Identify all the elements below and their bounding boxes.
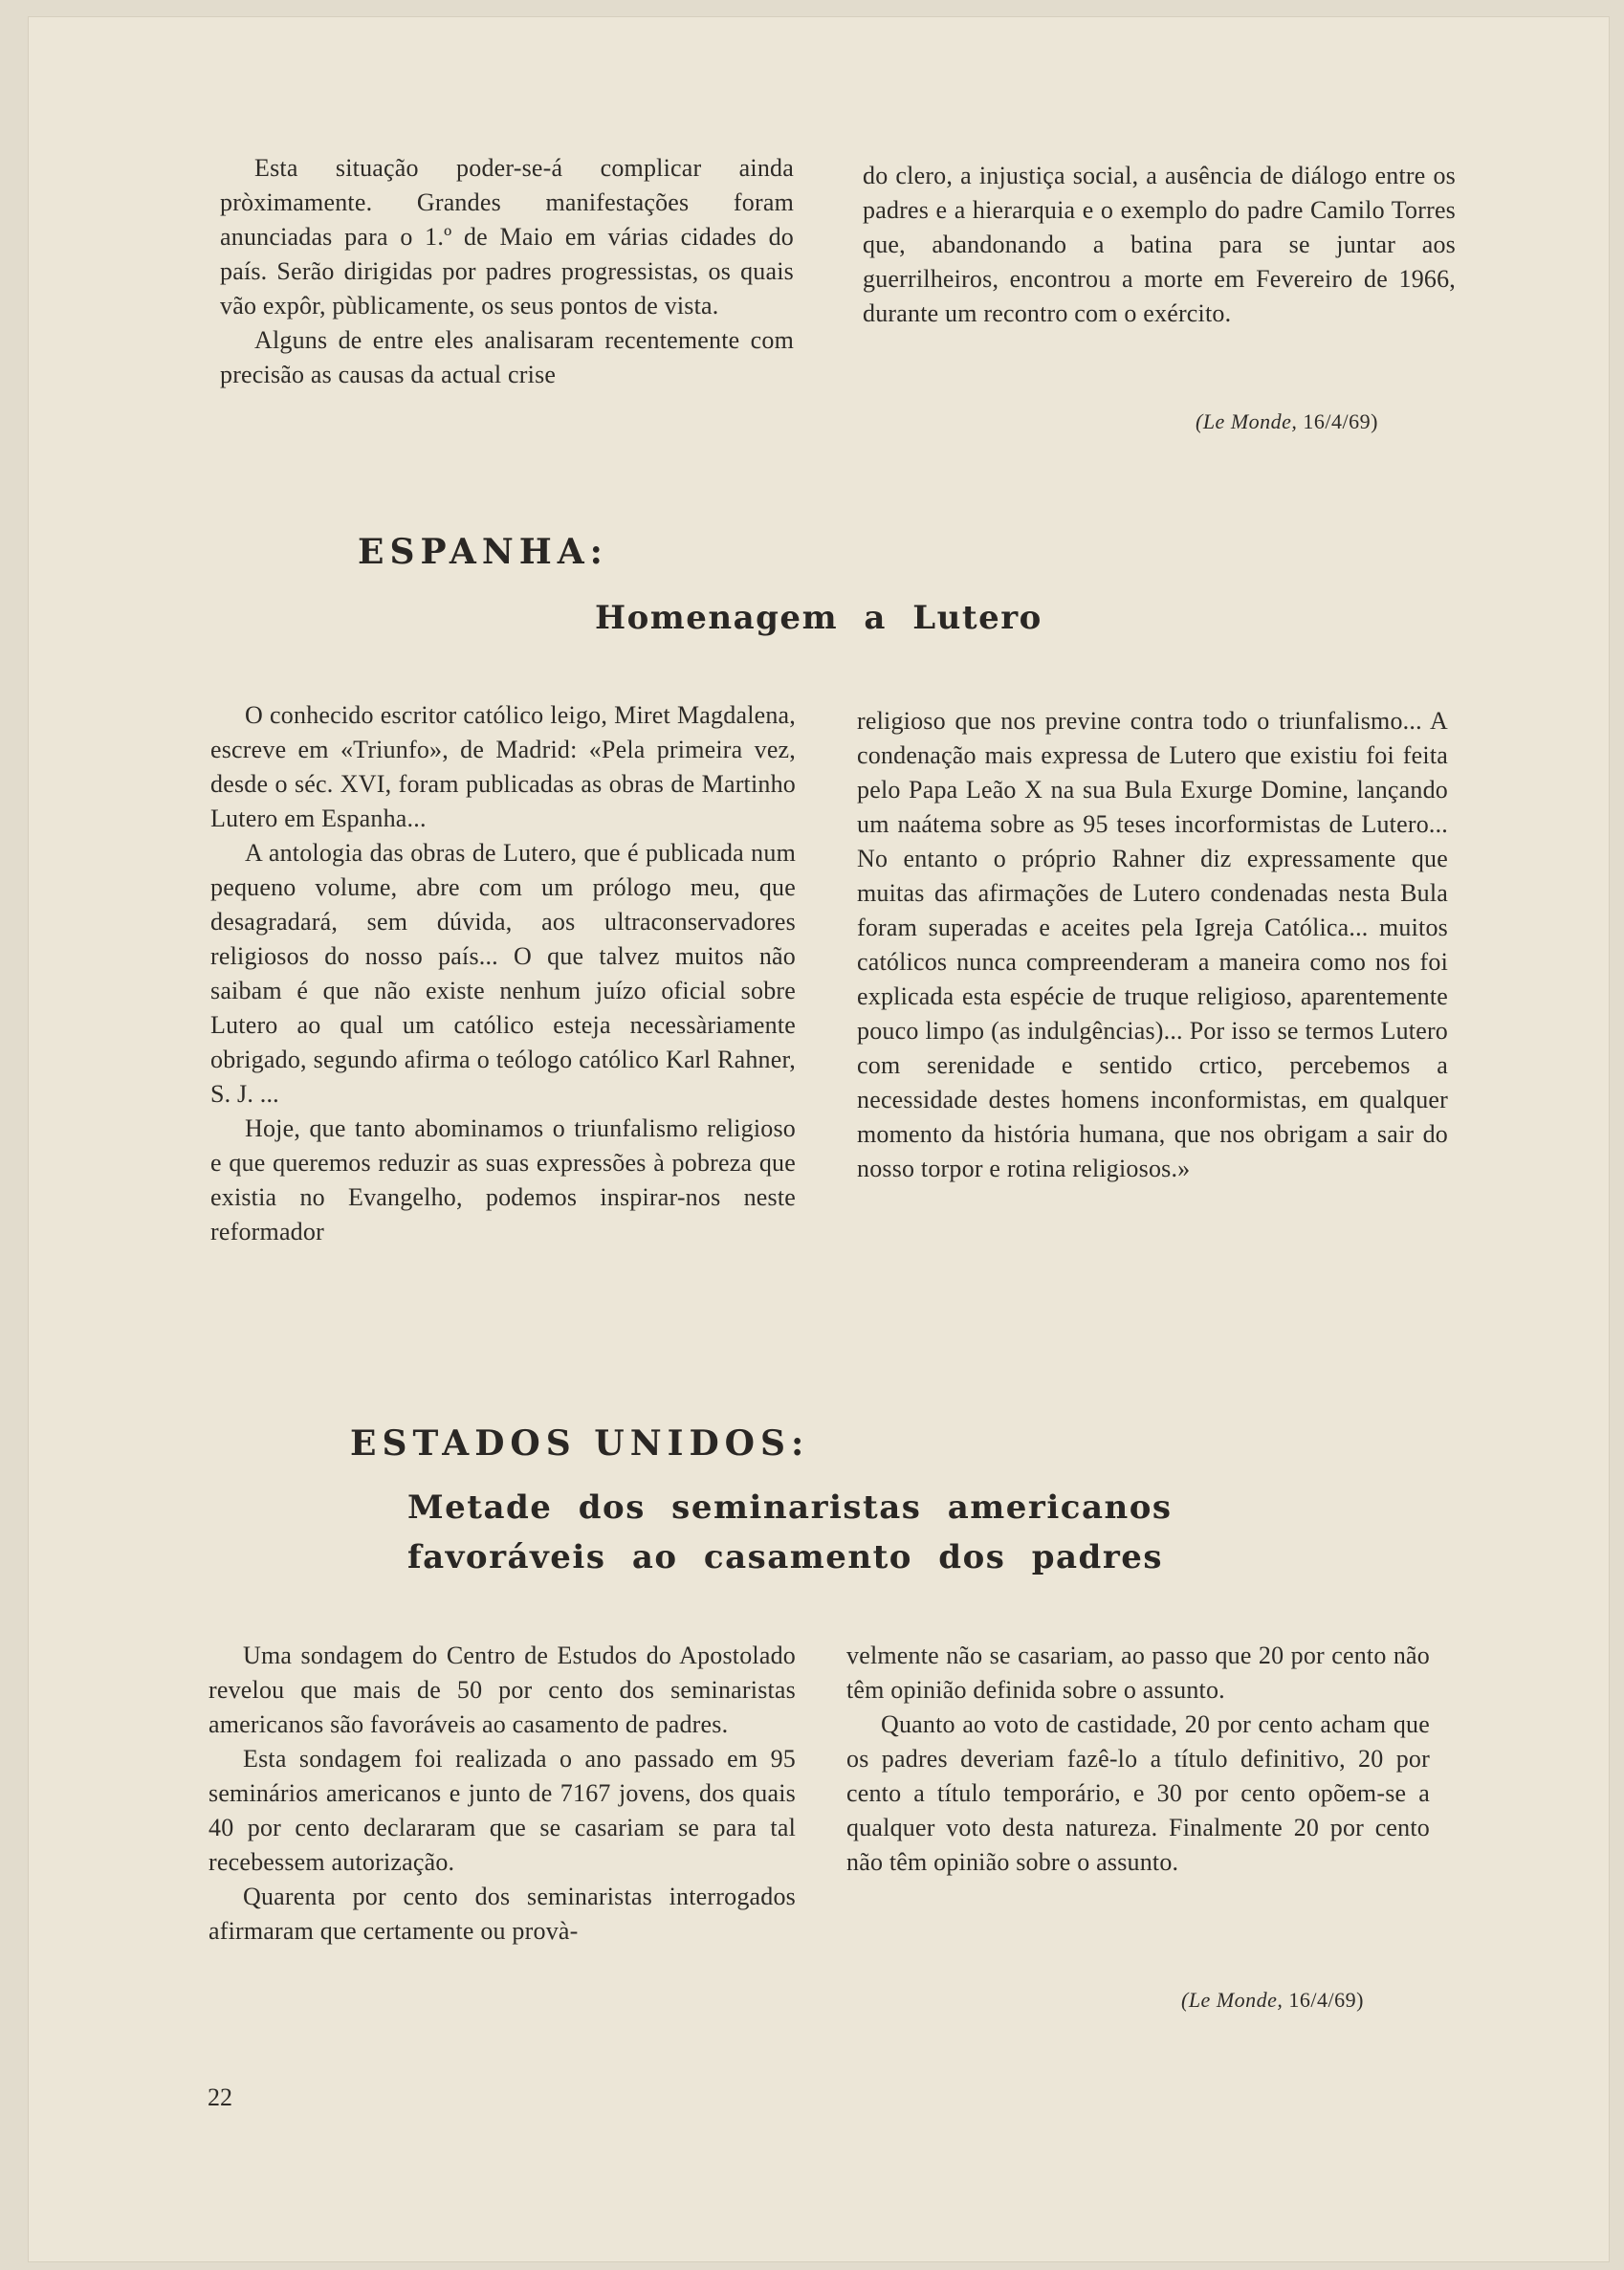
intro-right-column: [863, 159, 1456, 331]
page-number: 22: [208, 2083, 232, 2111]
section-country-espanha: ESPANHA:: [358, 532, 608, 572]
paragraph: velmente não se casariam, ao passo que 20 por cento não têm opinião definida sobre o assunto.: [846, 1642, 1430, 1704]
citation-source: (Le Monde,: [1196, 409, 1298, 433]
paragraph: Uma sondagem do Centro de Estudos do Apostolado revelou que mais de 50 por cento dos seminaristas americanos são favoráveis ao casamento de padres.: [208, 1642, 796, 1738]
estados-unidos-citation: [1181, 1988, 1364, 2013]
paragraph: Alguns de entre eles analisaram recentemente com precisão as causas da actual crise: [220, 326, 794, 388]
espanha-right-column: [857, 704, 1448, 1186]
espanha-left-column: [210, 698, 796, 1249]
section-headline-estados-unidos-line2: favoráveis ao casamento dos padres: [407, 1538, 1164, 1576]
document-page: [29, 17, 1609, 2261]
section-country-estados-unidos: ESTADOS UNIDOS:: [350, 1423, 810, 1464]
section-headline-espanha: Homenagem a Lutero: [595, 599, 1042, 637]
paragraph: Esta situação poder-se-á complicar ainda pròximamente. Grandes manifestações foram anunciadas para o 1.º de Maio em várias cidades do país. Serão dirigidas por padres progressistas, os quais vão expôr, pùblicamente, os seus pontos de vista.: [220, 154, 794, 320]
paragraph: religioso que nos previne contra todo o triunfalismo... A condenação mais expressa de Lutero que existiu foi feita pelo Papa Leão X na sua Bula Exurge Domine, lançando um naátema sobre as 95 teses incorformistas de Lutero... No entanto o próprio Rahner diz expressamente que muitas das afirmações de Lutero condenadas nesta Bula foram superadas e aceites pela Igreja Católica... muitos católicos nunca compreenderam a maneira como nos foi explicada esta espécie de truque religioso, aparentemente pouco limpo (as indulgências)... Por isso se termos Lutero com serenidade e sentido crtico, percebemos a necessidade destes homens inconformistas, em qualquer momento da história humana, que nos obrigam a sair do nosso torpor e rotina religiosos.»: [857, 707, 1448, 1182]
paragraph: Quanto ao voto de castidade, 20 por cento acham que os padres deveriam fazê-lo a título definitivo, 20 por cento a título temporário, e 30 por cento opõem-se a qualquer voto desta natureza. Finalmente 20 por cento não têm opinião sobre o assunto.: [846, 1710, 1430, 1876]
intro-left-column: [220, 151, 794, 392]
paragraph: A antologia das obras de Lutero, que é publicada num pequeno volume, abre com um prólogo meu, que desagradará, sem dúvida, aos ultraconservadores religiosos do nosso país... O que talvez muitos não saibam é que não existe nenhum juízo oficial sobre Lutero ao qual um católico esteja necessàriamente obrigado, segundo afirma o teólogo católico Karl Rahner, S. J. ...: [210, 839, 796, 1108]
paragraph: O conhecido escritor católico leigo, Miret Magdalena, escreve em «Triunfo», de Madrid: «Pela primeira vez, desde o séc. XVI, foram publicadas as obras de Martinho Lutero em Espanha...: [210, 701, 796, 832]
section-headline-estados-unidos-line1: Metade dos seminaristas americanos: [407, 1488, 1173, 1527]
paragraph: Hoje, que tanto abominamos o triunfalismo religioso e que queremos reduzir as suas expressões à pobreza que existia no Evangelho, podemos inspirar-nos neste reformador: [210, 1114, 796, 1245]
paragraph: Esta sondagem foi realizada o ano passado em 95 seminários americanos e junto de 7167 jovens, dos quais 40 por cento declararam que se casariam se para tal recebessem autorização.: [208, 1745, 796, 1876]
citation-source: (Le Monde,: [1181, 1988, 1284, 2012]
intro-citation: [1196, 409, 1378, 434]
paragraph: do clero, a injustiça social, a ausência de diálogo entre os padres e a hierarquia e o exemplo do padre Camilo Torres que, abandonando a batina para se juntar aos guerrilheiros, encontrou a morte em Fevereiro de 1966, durante um recontro com o exército.: [863, 162, 1456, 327]
estados-unidos-right-column: [846, 1639, 1430, 1880]
paragraph: Quarenta por cento dos seminaristas interrogados afirmaram que certamente ou provà-: [208, 1883, 796, 1945]
estados-unidos-left-column: [208, 1639, 796, 1949]
citation-date: 16/4/69): [1288, 1988, 1364, 2012]
citation-date: 16/4/69): [1303, 409, 1378, 433]
